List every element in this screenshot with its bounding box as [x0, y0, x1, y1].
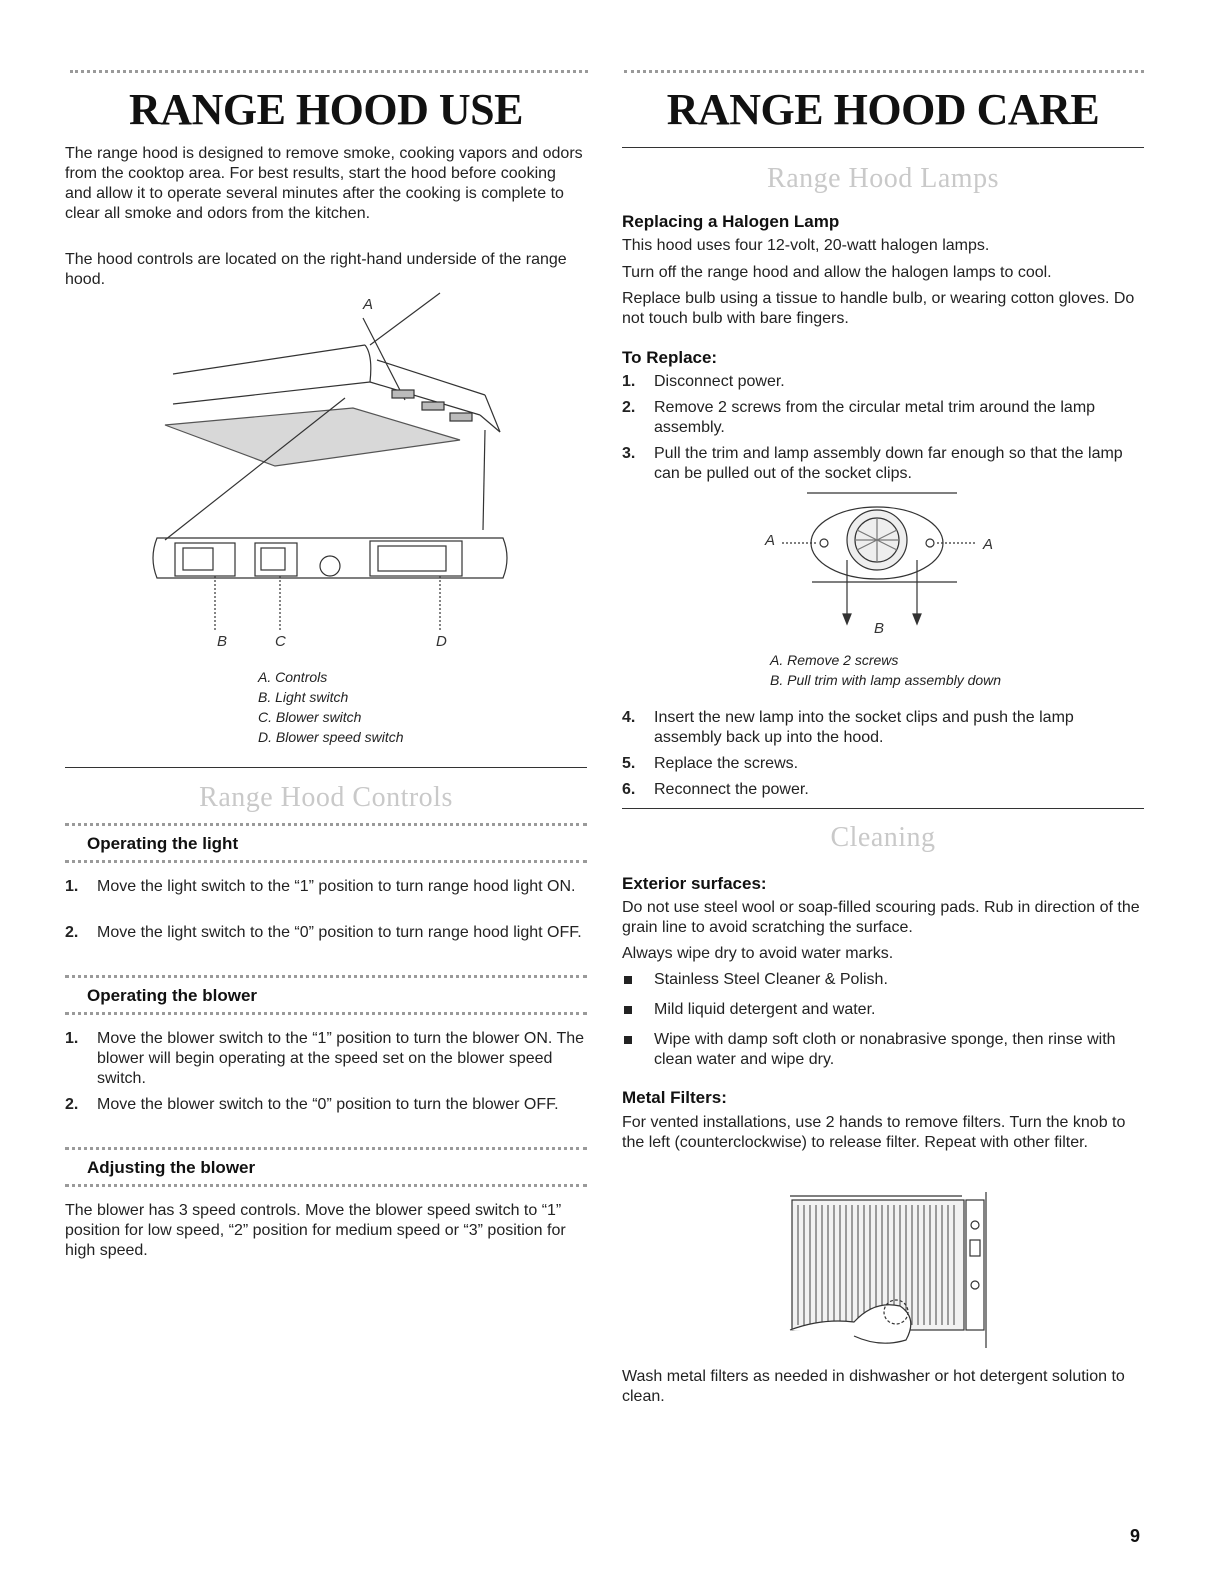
step-number: 2. — [65, 1096, 79, 1113]
step-number: 4. — [622, 709, 636, 726]
step-number: 1. — [65, 878, 79, 895]
step-text: Pull the trim and lamp assembly down far enough so that the lamp can be pulled out of the socket clips. — [654, 445, 1123, 482]
step-text: Reconnect the power. — [654, 781, 809, 798]
page-title-use: RANGE HOOD USE — [129, 85, 523, 134]
range-hood-controls-illustration — [65, 0, 587, 660]
lamp-callout-b: B — [874, 620, 885, 637]
heading-metal-filters: Metal Filters: — [622, 1088, 727, 1107]
step-text: Replace the screws. — [654, 755, 799, 772]
step-text: Move the blower switch to the “1” position to turn the blower ON. The blower will begin operating at the speed set on the blower speed switch. — [97, 1030, 585, 1087]
controls-location-paragraph: The hood controls are located on the right-hand underside of the range hood. — [65, 251, 567, 288]
step-text: Move the light switch to the “1” position to turn range hood light ON. — [97, 878, 576, 895]
filters-paragraph-2: Wash metal filters as needed in dishwasher or hot detergent solution to clean. — [622, 1368, 1125, 1405]
adjust-blower-paragraph: The blower has 3 speed controls. Move the blower speed switch to “1” position for low speed, “2” position for medium speed or “3” position for high speed. — [65, 1202, 566, 1259]
dotted-rule — [65, 975, 587, 978]
step-number: 1. — [65, 1030, 79, 1047]
step-text: Remove 2 screws from the circular metal trim around the lamp assembly. — [654, 399, 1096, 436]
caption-controls: A. Controls — [258, 669, 328, 685]
bullet-text: Wipe with damp soft cloth or nonabrasive sponge, then rinse with clean water and wipe dry. — [654, 1031, 1116, 1068]
heading-exterior-surfaces: Exterior surfaces: — [622, 874, 767, 893]
heading-adjusting-blower: Adjusting the blower — [87, 1158, 256, 1177]
dotted-rule — [65, 1012, 587, 1015]
caption-light-switch: B. Light switch — [258, 689, 349, 705]
caption-remove-screws: A. Remove 2 screws — [770, 652, 899, 668]
heading-operating-light: Operating the light — [87, 834, 239, 853]
step-text: Disconnect power. — [654, 373, 785, 390]
heading-operating-blower: Operating the blower — [87, 986, 258, 1005]
halogen-paragraph-3: Replace bulb using a tissue to handle bulb, or wearing cotton gloves. Do not touch bulb with bare fingers. — [622, 290, 1135, 327]
dotted-rule — [65, 823, 587, 826]
section-title-lamps: Range Hood Lamps — [767, 163, 999, 194]
step-text: Move the blower switch to the “0” position to turn the blower OFF. — [97, 1096, 559, 1113]
dotted-rule — [65, 860, 587, 863]
lamp-callout-a-left: A — [765, 532, 776, 549]
callout-d: D — [436, 633, 447, 650]
page-number: 9 — [1130, 1526, 1141, 1546]
filters-paragraph-1: For vented installations, use 2 hands to remove filters. Turn the knob to the left (counterclockwise) to release filter. Repeat with other filter. — [622, 1114, 1126, 1151]
intro-paragraph: The range hood is designed to remove smoke, cooking vapors and odors from the cooktop area. For best results, start the hood before cooking and allow it to operate several minutes after the cooking is complete to clear all smoke and odors from the kitchen. — [65, 145, 583, 222]
step-number: 2. — [65, 924, 79, 941]
heading-replacing-halogen: Replacing a Halogen Lamp — [622, 212, 840, 231]
step-number: 2. — [622, 399, 636, 416]
step-number: 3. — [622, 445, 636, 462]
section-title-cleaning: Cleaning — [830, 822, 936, 853]
bullet-text: Mild liquid detergent and water. — [654, 1001, 876, 1018]
callout-a: A — [363, 296, 374, 313]
step-text: Move the light switch to the “0” position to turn range hood light OFF. — [97, 924, 582, 941]
lamp-callout-a-right: A — [983, 536, 994, 553]
caption-blower-speed-switch: D. Blower speed switch — [258, 729, 404, 745]
halogen-paragraph-2: Turn off the range hood and allow the halogen lamps to cool. — [622, 264, 1052, 281]
bullet-text: Stainless Steel Cleaner & Polish. — [654, 971, 888, 988]
dotted-rule — [65, 1147, 587, 1150]
metal-filter-illustration — [622, 0, 1144, 1360]
section-title-controls: Range Hood Controls — [199, 782, 453, 813]
step-number: 6. — [622, 781, 636, 798]
step-number: 5. — [622, 755, 636, 772]
step-number: 1. — [622, 373, 636, 390]
caption-pull-trim: B. Pull trim with lamp assembly down — [770, 672, 1002, 688]
callout-b: B — [217, 633, 228, 650]
exterior-paragraph-1: Do not use steel wool or soap-filled scouring pads. Rub in direction of the grain line to avoid scratching the surface. — [622, 899, 1140, 936]
heading-to-replace: To Replace: — [622, 348, 718, 367]
page-title-care: RANGE HOOD CARE — [666, 85, 1100, 134]
callout-c: C — [275, 633, 286, 650]
dotted-rule — [65, 1184, 587, 1187]
section-rule — [65, 767, 587, 768]
exterior-paragraph-2: Always wipe dry to avoid water marks. — [622, 945, 894, 962]
halogen-paragraph-1: This hood uses four 12-volt, 20-watt halogen lamps. — [622, 237, 990, 254]
step-text: Insert the new lamp into the socket clips and push the lamp assembly back up into the hood. — [654, 709, 1074, 746]
caption-blower-switch: C. Blower switch — [258, 709, 362, 725]
